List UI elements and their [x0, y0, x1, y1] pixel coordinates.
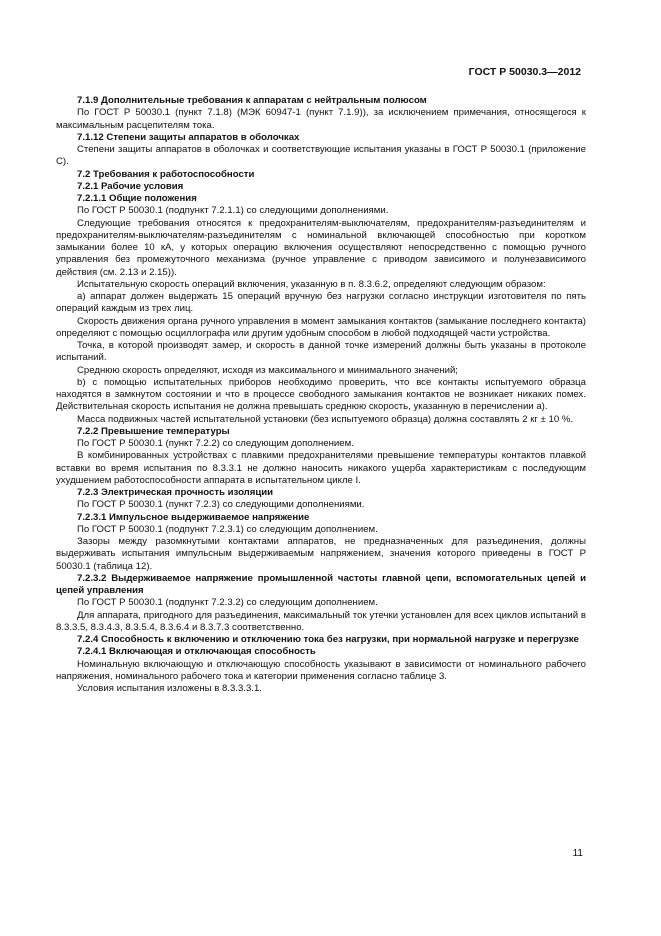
heading-7-2-1-1: 7.2.1.1 Общие положения — [77, 193, 197, 204]
paragraph: По ГОСТ Р 50030.1 (пункт 7.2.3) со следующими дополнениями. — [77, 499, 365, 511]
heading-7-2-1: 7.2.1 Рабочие условия — [77, 180, 184, 192]
heading-7-2-4-1: 7.2.4.1 Включающая и отключающая способность — [77, 646, 316, 658]
paragraph: Номинальную включающую и отключающую способность указывают в зависимости от номинального рабочего напряжения, номинального рабочего тока и категории применения согласно таблице 3. — [56, 658, 586, 682]
paragraph: По ГОСТ Р 50030.1 (подпункт 7.2.3.1) со следующим дополнением. — [77, 523, 378, 535]
paragraph: По ГОСТ Р 50030.1 (подпункт 7.2.3.2) со следующим дополнением. — [77, 597, 378, 609]
page-number: 11 — [572, 848, 583, 859]
heading-7-2-3-2: 7.2.3.2 Выдерживаемое напряжение промышленной частоты главной цепи, вспомогательных цепей и цепей управления — [56, 572, 586, 596]
heading-7-2-2: 7.2.2 Превышение температуры — [77, 425, 230, 437]
paragraph: По ГОСТ Р 50030.1 (подпункт 7.2.1.1) со следующими дополнениями. — [77, 205, 389, 217]
paragraph: Скорость движения органа ручного управления в момент замыкания контактов (замыкание последнего контакта) определяют с помощью осциллографа или другим удобным способом в любой подходящей части устройства. — [56, 315, 586, 339]
document-header: ГОСТ Р 50030.3—2012 — [468, 66, 581, 78]
paragraph: Масса подвижных частей испытательной установки (без испытуемого образца) должна составлять 2 кг ± 10 %. — [77, 413, 574, 425]
heading-7-2-4: 7.2.4 Способность к включению и отключению тока без нагрузки, при нормальной нагрузке и перегрузке — [77, 634, 579, 645]
paragraph: По ГОСТ Р 50030.1 (пункт 7.2.2) со следующим дополнением. — [77, 438, 354, 449]
heading-7-1-9: 7.1.9 Дополнительные требования к аппаратам с нейтральным полюсом — [77, 95, 427, 106]
paragraph: Точка, в которой производят замер, и скорость в данной точке измерений должны быть указаны в протоколе испытаний. — [56, 340, 586, 364]
paragraph: Среднюю скорость определяют, исходя из максимального и минимального значений; — [77, 364, 458, 376]
heading-7-1-12: 7.1.12 Степени защиты аппаратов в оболочках — [77, 131, 300, 143]
paragraph: В комбинированных устройствах с плавкими предохранителями превышение температуры контактов плавкой вставки во время испытания по 8.3.3.1 не должно наносить никакого ущерба характеристикам с последующим ухудшением работоспособности аппарата в испытательном цикле I. — [56, 450, 586, 486]
document-body — [56, 95, 586, 695]
paragraph: Испытательную скорость операций включения, указанную в п. 8.3.6.2, определяют следующим образом: — [77, 278, 546, 290]
paragraph: По ГОСТ Р 50030.1 (пункт 7.1.8) (МЭК 60947-1 (пункт 7.1.9)), за исключением примечания, относящегося к максимальным расцепителям тока. — [56, 107, 586, 131]
paragraph: Зазоры между разомкнутыми контактами аппаратов, не предназначенных для разъединения, должны выдерживать испытания импульсным выдерживаемым напряжением, значения которого приведены в ГОСТ Р 50030.1 (таблица 12). — [56, 536, 586, 572]
paragraph: Условия испытания изложены в 8.3.3.3.1. — [77, 683, 262, 694]
list-item-a: а) аппарат должен выдержать 15 операций вручную без нагрузки согласно инструкции изготовителя по пять операций каждым из трех лиц. — [56, 291, 586, 315]
paragraph: Следующие требования относятся к предохранителям-выключателям, предохранителям-разъединителям и предохранителям-выключателям-разъединителям с номинальной включающей способностью при коротком замыкании более 10 кА, у которых операцию включения осуществляют непосредственно с помощью ручного управления без промежуточного механизма (ручное управление с приводом зависимого и полунезависимого действия (см. 2.13 и 2.15)). — [56, 217, 586, 278]
list-item-b: b) с помощью испытательных приборов необходимо проверить, что все контакты испытуемого образца находятся в замкнутом состоянии и что в процессе свободного замыкания контактов не возникает никаких помех. Действительная скорость испытания не должна превышать среднюю скорость, указанную в перечислении а). — [56, 376, 586, 413]
paragraph: Степени защиты аппаратов в оболочках и соответствующие испытания указаны в ГОСТ Р 50030.1 (приложение С). — [56, 144, 586, 168]
heading-7-2-3-1: 7.2.3.1 Импульсное выдерживаемое напряжение — [77, 511, 310, 523]
paragraph: Для аппарата, пригодного для разъединения, максимальный ток утечки установлен для всех циклов испытаний в 8.3.3.5, 8.3.4.3, 8.3.5.4, 8.3.6.4 и 8.3.7.3 соответственно. — [56, 609, 586, 633]
heading-7-2: 7.2 Требования к работоспособности — [77, 168, 255, 180]
heading-7-2-3: 7.2.3 Электрическая прочность изоляции — [77, 487, 274, 498]
